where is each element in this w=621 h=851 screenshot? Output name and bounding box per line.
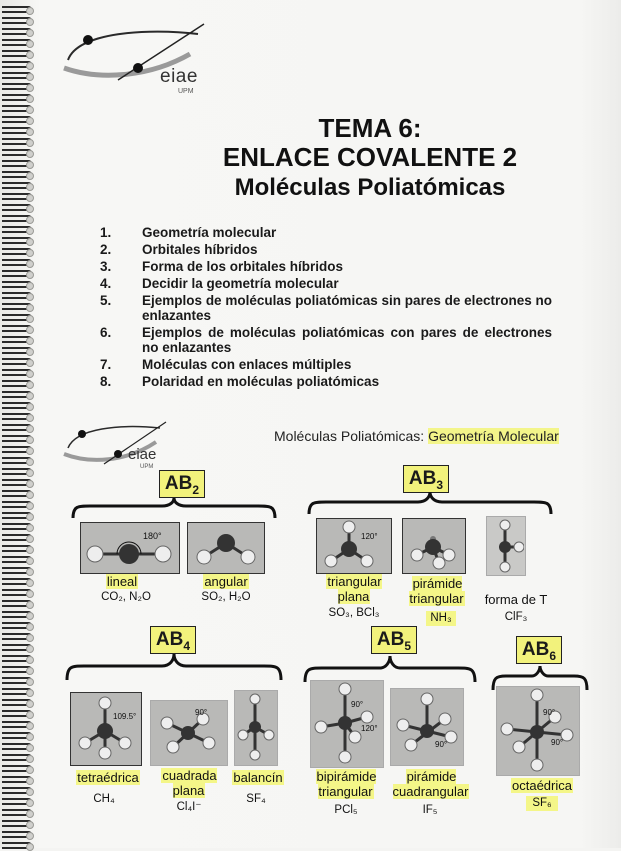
svg-text:90°: 90° [195, 708, 208, 717]
molecule-piramide-cuadrangular-image [390, 688, 464, 766]
binding-hole [26, 304, 34, 312]
molecule-piramide-triangular-image [402, 518, 466, 574]
formula-angular: SO₂, H₂O [201, 591, 251, 603]
formula-balancin: SF₄ [246, 793, 266, 805]
svg-text:90°: 90° [435, 740, 448, 749]
binding-hole [26, 524, 34, 532]
binding-hole [26, 359, 34, 367]
binding-hole [26, 535, 34, 543]
logo-sub: UPM [178, 88, 194, 95]
binding-hole [26, 788, 34, 796]
binding-hole [26, 315, 34, 323]
formula-lineal: CO₂, N₂O [101, 591, 151, 603]
binding-hole [26, 810, 34, 818]
group-ab2: $AB_2$ [159, 470, 205, 498]
toc-item: 1. Geometría molecular [100, 225, 277, 240]
binding-hole [26, 18, 34, 26]
binding-hole [26, 414, 34, 422]
binding-hole [26, 601, 34, 609]
binding-hole [26, 194, 34, 202]
molecule-balancin-image [234, 690, 278, 766]
binding-hole [26, 799, 34, 807]
label-piramide-triangular: pirámide triangular [409, 576, 464, 606]
binding-hole [26, 645, 34, 653]
binding-hole [26, 469, 34, 477]
binding-hole [26, 117, 34, 125]
binding-hole [26, 777, 34, 785]
molecule-cuadrada-plana-image [150, 700, 228, 766]
binding-hole [26, 95, 34, 103]
binding-hole [26, 62, 34, 70]
toc-item: 4. Decidir la geometría molecular [100, 276, 339, 291]
page-subtitle: Moléculas Poliatómicas [234, 174, 506, 201]
formula-triangular-plana: SO₃, BCl₃ [328, 607, 380, 619]
binding-hole [26, 161, 34, 169]
binding-hole [26, 568, 34, 576]
binding-hole [26, 458, 34, 466]
binding-hole [26, 843, 34, 851]
binding-hole [26, 513, 34, 521]
binding-hole [26, 755, 34, 763]
formula-forma-t: ClF₃ [504, 611, 528, 623]
group-ab5: $AB_5$ [371, 626, 417, 654]
binding-hole [26, 546, 34, 554]
binding-hole [26, 403, 34, 411]
label-lineal: lineal [106, 574, 138, 589]
toc-item: 5. Ejemplos de moléculas poliatómicas sin pares de electrones no enlazantes [100, 293, 552, 323]
spiral-binding [0, 0, 40, 848]
binding-hole [26, 150, 34, 158]
brace-ab3 [306, 490, 554, 516]
label-piramide-cuadrangular: pirámide cuadrangular [392, 769, 469, 799]
label-forma-t: forma de T [484, 592, 548, 607]
slide-title: Moléculas Poliatómicas: Geometría Molecular [274, 428, 559, 444]
binding-hole [26, 557, 34, 565]
binding-hole [26, 106, 34, 114]
binding-hole [26, 656, 34, 664]
binding-hole [26, 271, 34, 279]
binding-hole [26, 722, 34, 730]
binding-hole [26, 678, 34, 686]
logo-sub-small: UPM [140, 464, 154, 470]
binding-hole [26, 348, 34, 356]
binding-hole [26, 337, 34, 345]
toc-item: 8. Polaridad en moléculas poliatómicas [100, 374, 380, 389]
label-balancin: balancín [233, 770, 283, 785]
binding-hole [26, 128, 34, 136]
formula-cuadrada-plana: Cl₄I⁻ [176, 801, 202, 813]
binding-hole [26, 579, 34, 587]
binding-hole [26, 480, 34, 488]
label-angular: angular [204, 574, 248, 589]
formula-bipiramide: PCl₅ [334, 804, 358, 816]
binding-hole [26, 260, 34, 268]
binding-hole [26, 238, 34, 246]
binding-hole [26, 821, 34, 829]
topic-heading: TEMA 6: [318, 113, 422, 143]
binding-hole [26, 73, 34, 81]
binding-hole [26, 612, 34, 620]
toc-item: 3. Forma de los orbitales híbridos [100, 259, 344, 274]
binding-hole [26, 249, 34, 257]
molecule-angular-image [187, 522, 265, 574]
binding-hole [26, 172, 34, 180]
molecule-octaedrica-image [496, 686, 580, 776]
molecule-forma-t-image [486, 516, 526, 576]
svg-text:180°: 180° [143, 531, 162, 541]
logo-name: eiae [160, 66, 198, 87]
svg-text:90°: 90° [551, 738, 564, 747]
brace-ab2 [70, 496, 278, 520]
binding-hole [26, 623, 34, 631]
svg-text:90°: 90° [543, 708, 556, 717]
group-ab6: $AB_6$ [516, 636, 562, 664]
binding-hole [26, 590, 34, 598]
label-bipiramide: bipirámide triangular [316, 769, 377, 799]
svg-text:109.5°: 109.5° [113, 712, 137, 721]
binding-hole [26, 293, 34, 301]
binding-hole [26, 216, 34, 224]
logo-name-small: eiae [128, 446, 157, 463]
binding-hole [26, 689, 34, 697]
formula-tetraedrica: CH₄ [93, 793, 115, 805]
binding-hole [26, 832, 34, 840]
group-ab4: $AB_4$ [150, 626, 196, 654]
toc-item: 2. Orbitales híbridos [100, 242, 258, 257]
binding-hole [26, 766, 34, 774]
svg-text:90°: 90° [351, 700, 364, 709]
binding-hole [26, 491, 34, 499]
binding-hole [26, 425, 34, 433]
toc-item: 7. Moléculas con enlaces múltiples [100, 357, 352, 372]
binding-hole [26, 711, 34, 719]
table-of-contents [100, 225, 552, 391]
binding-hole [26, 744, 34, 752]
label-octaedrica: octaédrica [512, 778, 572, 793]
binding-hole [26, 29, 34, 37]
toc-item: 6. Ejemplos de moléculas poliatómicas con pares de electrones no enlazantes [100, 325, 552, 355]
binding-hole [26, 667, 34, 675]
binding-hole [26, 326, 34, 334]
page-title: ENLACE COVALENTE 2 [222, 142, 518, 172]
group-ab3: $AB_3$ [403, 465, 449, 493]
svg-text:120°: 120° [361, 532, 378, 541]
binding-hole [26, 370, 34, 378]
binding-hole [26, 502, 34, 510]
molecule-triangular-plana-image [316, 518, 392, 574]
molecule-tetraedrica-image [70, 692, 142, 766]
binding-hole [26, 205, 34, 213]
binding-hole [26, 227, 34, 235]
formula-piramide-triangular: NH₃ [426, 611, 456, 626]
binding-hole [26, 436, 34, 444]
label-cuadrada-plana: cuadrada plana [162, 768, 217, 798]
molecule-lineal-image [80, 522, 180, 574]
binding-hole [26, 381, 34, 389]
binding-hole [26, 634, 34, 642]
binding-hole [26, 183, 34, 191]
formula-octaedrica: SF₆ [526, 796, 558, 811]
binding-hole [26, 282, 34, 290]
binding-hole [26, 392, 34, 400]
molecule-bipiramide-image [310, 680, 384, 768]
svg-text:120°: 120° [361, 724, 378, 733]
binding-hole [26, 700, 34, 708]
brace-ab4 [64, 652, 284, 682]
formula-piramide-cuadrangular: IF₅ [422, 804, 438, 816]
label-tetraedrica: tetraédrica [77, 770, 139, 785]
binding-hole [26, 51, 34, 59]
binding-hole [26, 84, 34, 92]
binding-hole [26, 733, 34, 741]
label-triangular-plana: triangular plana [327, 574, 382, 604]
binding-hole [26, 447, 34, 455]
binding-hole [26, 7, 34, 15]
binding-hole [26, 139, 34, 147]
binding-hole [26, 40, 34, 48]
